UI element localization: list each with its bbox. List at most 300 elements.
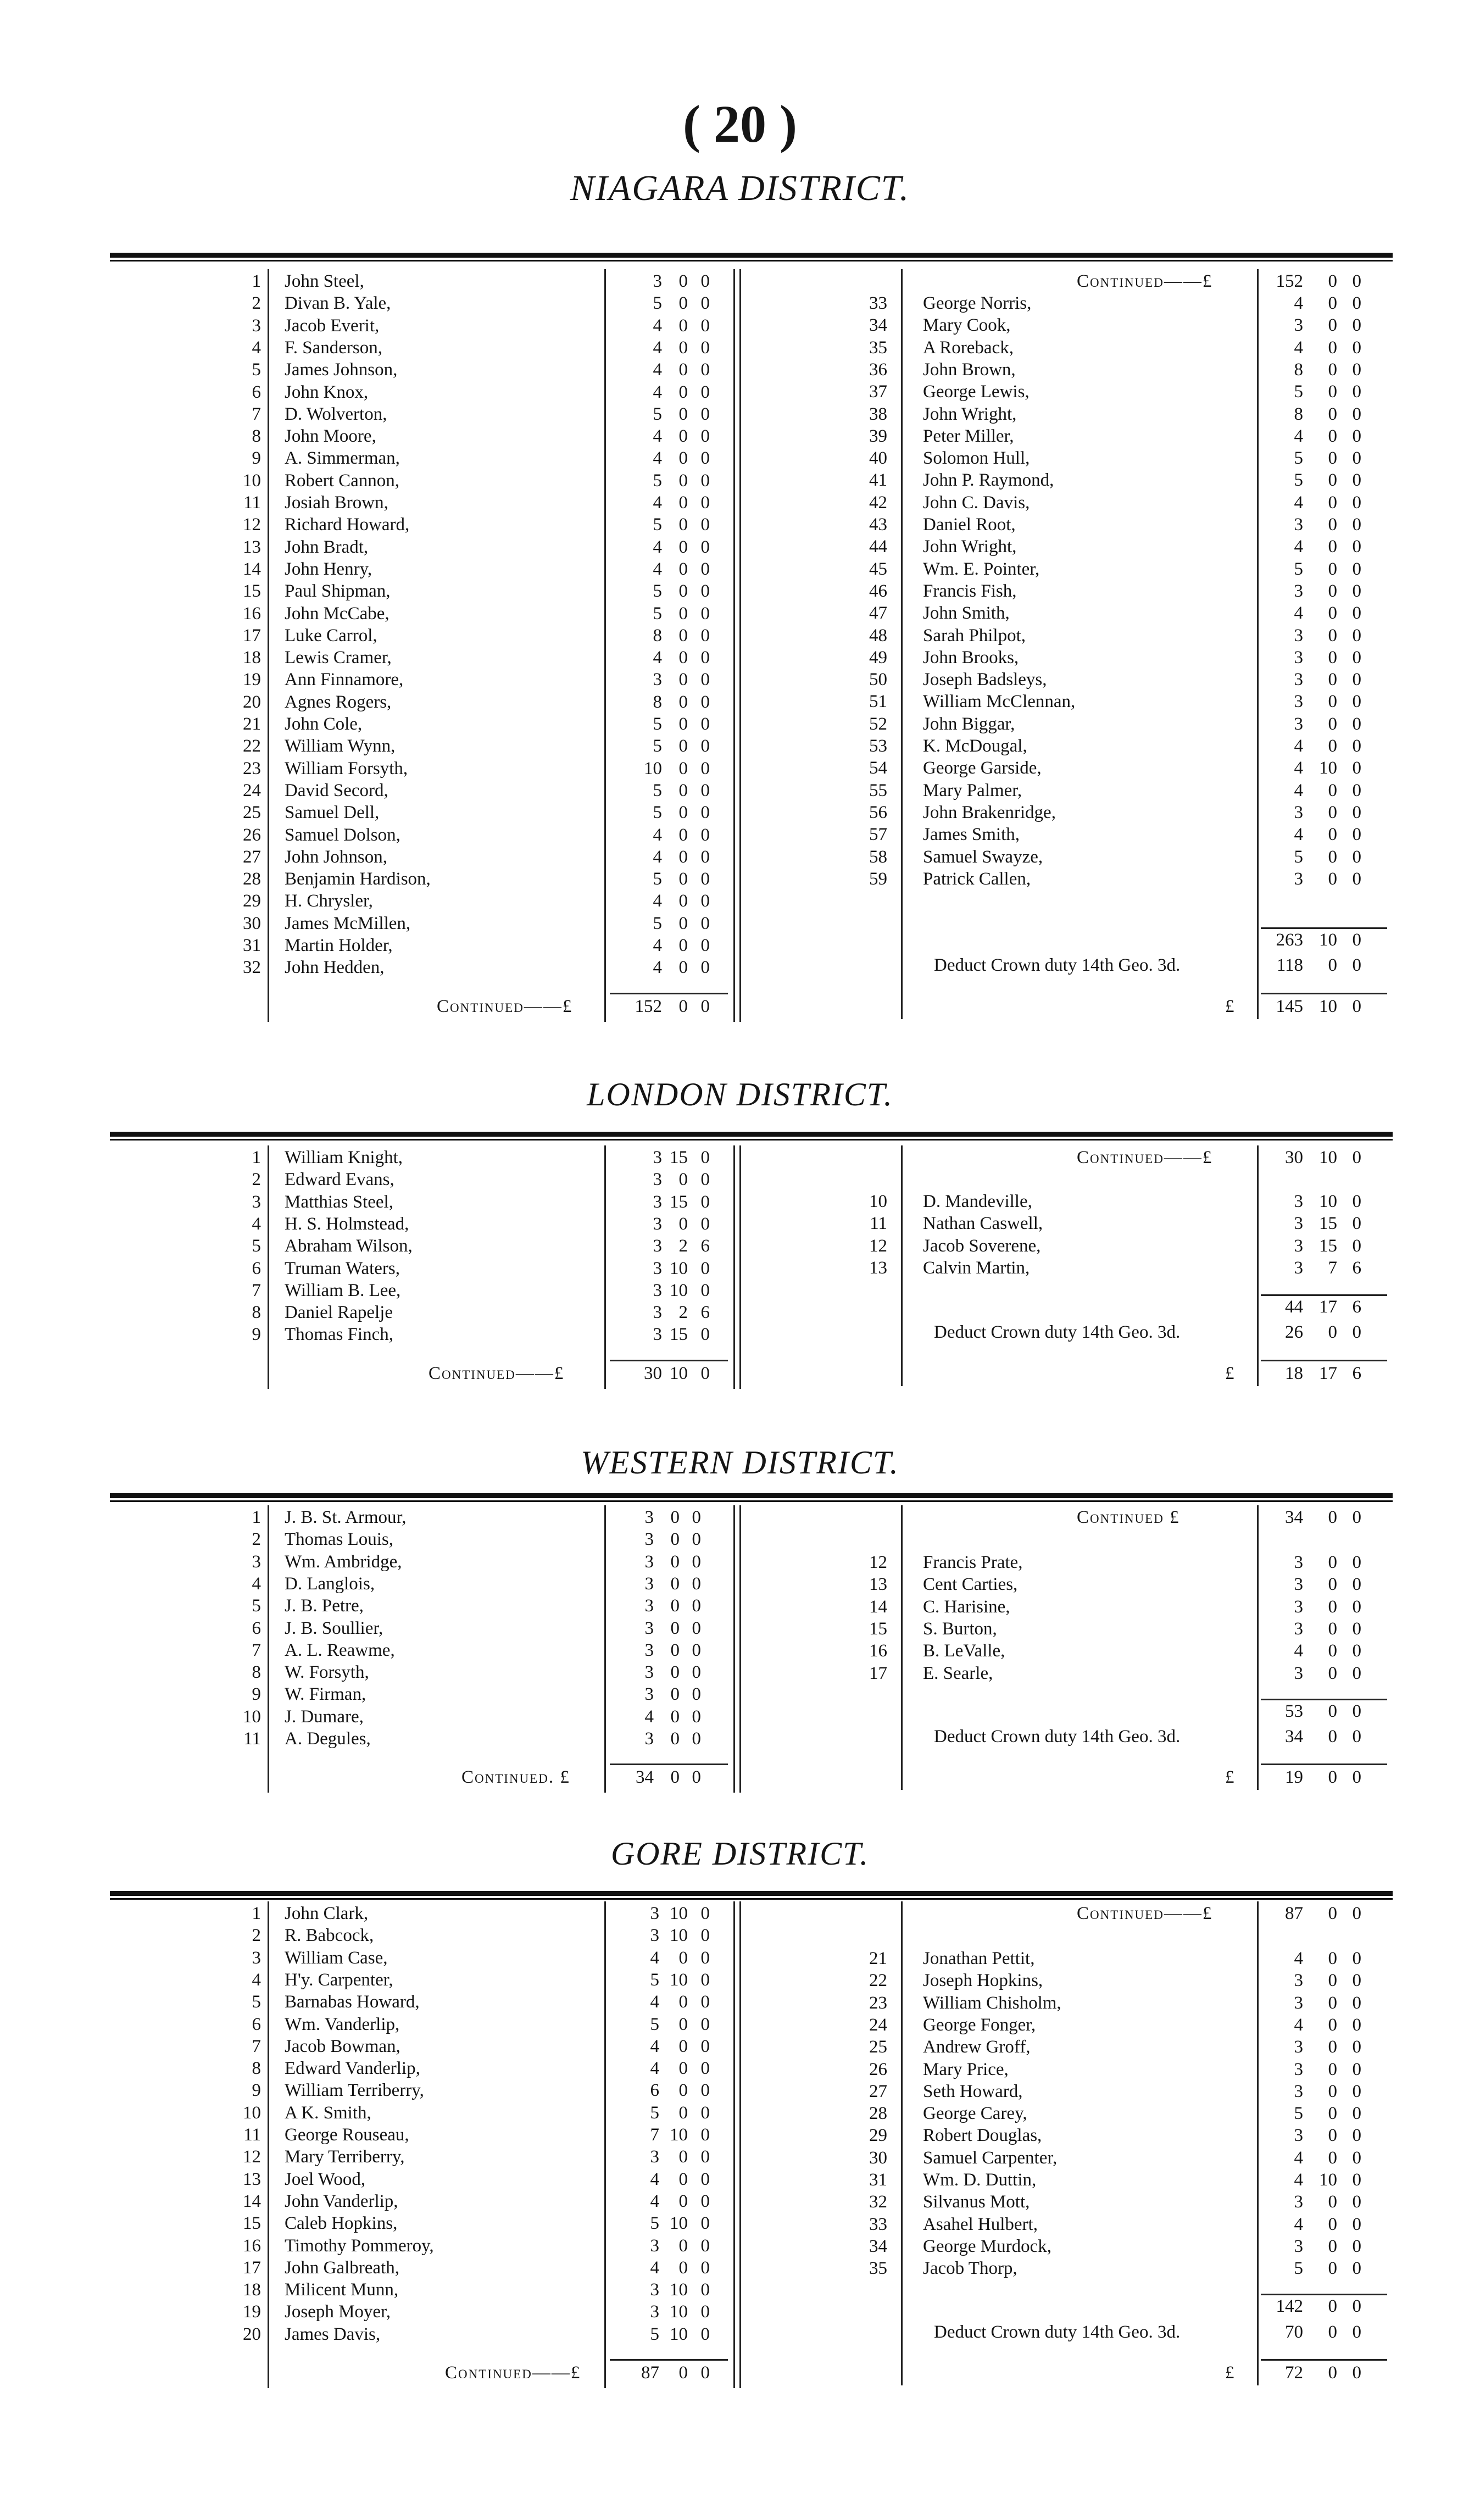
entry-name: John Hedden, (285, 958, 385, 978)
entry-pounds: 3 (1294, 581, 1303, 601)
entry-number: 29 (869, 2126, 887, 2146)
entry-name: George Fonger, (923, 2015, 1036, 2035)
entry-pounds: 3 (1294, 625, 1303, 646)
entry-pence: 0 (700, 1280, 710, 1300)
entry-pounds: 3 (653, 1280, 662, 1300)
entry-name: Barnabas Howard, (285, 1992, 420, 2012)
entry-shillings: 0 (1328, 2037, 1337, 2057)
entry-pence: 0 (692, 1662, 701, 1683)
entry-pence: 0 (700, 1948, 710, 1968)
entry-pounds: 7 (650, 2125, 659, 2145)
entry-shillings: 0 (678, 2191, 688, 2211)
entry-pounds: 4 (1294, 603, 1303, 624)
entry-number: 34 (869, 2236, 887, 2256)
entry-pounds: 6 (650, 2080, 659, 2101)
entry-number: 59 (869, 869, 887, 889)
entry-number: 35 (869, 337, 887, 358)
left-total-value: 152 (635, 996, 662, 1016)
entry-name: Jacob Bowman, (285, 2036, 400, 2056)
entry-pence: 0 (700, 1192, 710, 1212)
entry-pence: 0 (1352, 1618, 1361, 1639)
left-amount-rule (604, 1901, 606, 2388)
entry-shillings: 0 (1328, 1641, 1337, 1661)
entry-name: Agnes Rogers, (285, 692, 392, 712)
entry-pence: 0 (700, 736, 710, 756)
entry-number: 3 (252, 315, 261, 336)
entry-pounds: 4 (653, 648, 662, 668)
entry-shillings: 0 (678, 758, 688, 778)
entry-number: 5 (252, 1992, 261, 2012)
entry-pence: 0 (700, 2059, 710, 2079)
entry-number: 2 (252, 293, 261, 314)
entry-pence: 0 (700, 404, 710, 424)
entry-name: Seth Howard, (923, 2081, 1023, 2101)
entry-number: 43 (869, 515, 887, 535)
left-total-label: Continued——£ (437, 996, 573, 1016)
entry-pence: 0 (700, 360, 710, 380)
entry-number: 35 (869, 2258, 887, 2279)
left-total-value: 0 (700, 1363, 710, 1383)
final-pound-sign: £ (1225, 1767, 1234, 1788)
entry-pence: 0 (692, 1596, 701, 1616)
entry-pence: 0 (700, 315, 710, 336)
right-continued-shillings: 10 (1319, 1148, 1337, 1167)
entry-pence: 0 (700, 2257, 710, 2278)
entry-name: John Knox, (285, 382, 369, 402)
entry-number: 26 (243, 825, 261, 845)
entry-pounds: 3 (644, 1596, 654, 1616)
entry-pence: 0 (1352, 647, 1361, 667)
entry-shillings: 0 (678, 315, 688, 336)
entry-pounds: 3 (1294, 515, 1303, 535)
entry-number: 33 (869, 2214, 887, 2234)
entry-pence: 0 (1352, 2148, 1361, 2168)
entry-pence: 0 (700, 670, 710, 690)
right-amount-rule (1257, 1901, 1259, 2385)
entry-name: Abraham Wilson, (285, 1236, 413, 1256)
entry-pence: 0 (700, 758, 710, 778)
entry-pounds: 3 (1294, 1575, 1303, 1595)
entry-shillings: 10 (670, 1258, 688, 1278)
entry-shillings: 0 (1328, 1663, 1337, 1683)
right-number-rule (901, 269, 903, 1019)
entry-number: 19 (243, 670, 261, 690)
entry-pounds: 3 (1294, 1236, 1303, 1256)
final-pence: 0 (1352, 1767, 1361, 1788)
entry-pounds: 5 (653, 869, 662, 889)
entry-pounds: 5 (650, 2102, 659, 2123)
entry-name: Mary Terriberry, (285, 2147, 405, 2167)
final-pounds: 72 (1285, 2363, 1303, 2383)
entry-number: 15 (243, 581, 261, 602)
entry-number: 2 (252, 1170, 261, 1190)
entry-name: John Brakenridge, (923, 802, 1056, 822)
entry-pounds: 3 (653, 670, 662, 690)
entry-pounds: 3 (644, 1684, 654, 1705)
right-continued-pence: 0 (1352, 1148, 1361, 1167)
left-column-divider (733, 269, 741, 1022)
right-number-rule (901, 1901, 903, 2385)
entry-name: William B. Lee, (285, 1280, 401, 1300)
entry-number: 51 (869, 692, 887, 712)
entry-number: 55 (869, 780, 887, 800)
entry-pence: 0 (1352, 2104, 1361, 2124)
entry-pounds: 4 (1294, 492, 1303, 513)
entry-shillings: 10 (670, 2280, 688, 2300)
left-total-rule (610, 2359, 728, 2361)
entry-pence: 0 (700, 692, 710, 712)
entry-pounds: 3 (653, 1192, 662, 1212)
entry-pence: 0 (1352, 492, 1361, 513)
entry-pence: 0 (700, 382, 710, 402)
entry-number: 29 (243, 891, 261, 911)
entry-pence: 0 (692, 1529, 701, 1550)
entry-number: 7 (252, 404, 261, 424)
entry-shillings: 0 (1328, 603, 1337, 624)
entry-name: Mary Palmer, (923, 780, 1022, 800)
left-amount-rule (604, 1145, 606, 1389)
entry-number: 15 (869, 1618, 887, 1639)
entry-pounds: 5 (653, 404, 662, 424)
entry-pence: 0 (1352, 315, 1361, 336)
entry-number: 8 (252, 2059, 261, 2079)
entry-name: William Wynn, (285, 736, 396, 756)
deduct-pounds: 34 (1285, 1727, 1303, 1746)
entry-number: 28 (869, 2104, 887, 2124)
deduct-pence: 0 (1352, 1727, 1361, 1746)
entry-name: Mary Cook, (923, 315, 1011, 336)
entry-pounds: 8 (1294, 404, 1303, 424)
entry-shillings: 0 (1328, 293, 1337, 313)
entry-name: John Brown, (923, 359, 1016, 380)
left-total-value: 0 (670, 1767, 680, 1788)
entry-pence: 0 (700, 714, 710, 734)
entry-pounds: 4 (1294, 2015, 1303, 2035)
entry-pence: 0 (700, 1170, 710, 1190)
entry-shillings: 0 (678, 1992, 688, 2012)
entry-shillings: 0 (678, 559, 688, 579)
entry-shillings: 0 (670, 1596, 680, 1616)
entry-pounds: 5 (653, 470, 662, 491)
entry-number: 45 (869, 559, 887, 579)
entry-pounds: 4 (1294, 2214, 1303, 2234)
entry-pence: 0 (1352, 2258, 1361, 2279)
entry-pounds: 3 (653, 271, 662, 291)
entry-pounds: 3 (644, 1729, 654, 1749)
entry-name: Matthias Steel, (285, 1192, 393, 1212)
left-total-label: Continued. £ (461, 1767, 570, 1788)
entry-pounds: 5 (653, 603, 662, 624)
entry-pence: 0 (1352, 869, 1361, 889)
deduct-label: Deduct Crown duty 14th Geo. 3d. (934, 1322, 1181, 1343)
section-rule-thick (110, 1891, 1393, 1896)
final-pounds: 19 (1285, 1767, 1303, 1788)
entry-pounds: 4 (653, 847, 662, 867)
final-pence: 0 (1352, 996, 1361, 1016)
entry-number: 3 (252, 1948, 261, 1968)
entry-pence: 0 (700, 581, 710, 602)
entry-pounds: 3 (653, 1303, 662, 1323)
entry-shillings: 0 (678, 958, 688, 978)
entry-number: 7 (252, 1280, 261, 1300)
entry-name: Samuel Dell, (285, 803, 380, 823)
entry-shillings: 0 (678, 537, 688, 557)
entry-number: 14 (243, 559, 261, 579)
entry-name: S. Burton, (923, 1618, 997, 1639)
entry-pounds: 8 (1294, 359, 1303, 380)
entry-shillings: 0 (670, 1640, 680, 1660)
entry-name: George Garside, (923, 758, 1042, 778)
right-sum-pence: 0 (1352, 930, 1361, 950)
entry-name: John Cole, (285, 714, 363, 734)
entry-number: 53 (869, 736, 887, 756)
entry-shillings: 0 (678, 515, 688, 535)
entry-number: 6 (252, 2014, 261, 2034)
entry-shillings: 0 (1328, 2258, 1337, 2279)
entry-pence: 0 (700, 936, 710, 955)
right-continued-pounds: 30 (1285, 1148, 1303, 1167)
entry-pounds: 4 (653, 382, 662, 402)
entry-shillings: 0 (670, 1729, 680, 1749)
entry-shillings: 0 (670, 1529, 680, 1550)
entry-name: John Clark, (285, 1904, 369, 1923)
entry-shillings: 0 (678, 2059, 688, 2079)
entry-pounds: 5 (1294, 448, 1303, 469)
entry-shillings: 10 (670, 2125, 688, 2145)
entry-pounds: 3 (644, 1618, 654, 1638)
entry-number: 24 (869, 2015, 887, 2035)
entry-pence: 0 (1352, 2126, 1361, 2146)
entry-shillings: 0 (678, 470, 688, 491)
entry-pence: 0 (700, 470, 710, 491)
entry-pounds: 5 (653, 515, 662, 535)
entry-number: 37 (869, 382, 887, 402)
entry-pounds: 3 (1294, 1971, 1303, 1991)
entry-shillings: 0 (678, 1170, 688, 1190)
entry-number: 50 (869, 670, 887, 690)
entry-shillings: 0 (678, 603, 688, 624)
entry-shillings: 0 (1328, 2236, 1337, 2256)
entry-number: 23 (869, 1993, 887, 2013)
entry-pence: 0 (1352, 2236, 1361, 2256)
entry-pence: 0 (700, 2302, 710, 2322)
entry-shillings: 10 (670, 1926, 688, 1946)
entry-pence: 0 (700, 2125, 710, 2145)
right-sum-pence: 0 (1352, 1701, 1361, 1721)
entry-pounds: 4 (650, 2191, 659, 2211)
entry-pence: 0 (700, 625, 710, 646)
entry-number: 54 (869, 758, 887, 778)
entry-pence: 0 (700, 2235, 710, 2256)
left-total-label: Continued——£ (445, 2363, 581, 2383)
entry-shillings: 0 (1328, 736, 1337, 756)
entry-pounds: 5 (1294, 470, 1303, 491)
entry-pence: 0 (700, 1214, 710, 1234)
entry-pounds: 4 (1294, 758, 1303, 778)
entry-pounds: 4 (1294, 2170, 1303, 2190)
final-shillings: 0 (1328, 1767, 1337, 1788)
entry-pounds: 4 (650, 2059, 659, 2079)
entry-pounds: 3 (1294, 1663, 1303, 1683)
entry-shillings: 0 (1328, 581, 1337, 601)
entry-pence: 0 (692, 1573, 701, 1594)
right-sum-shillings: 17 (1319, 1297, 1337, 1317)
entry-pounds: 4 (653, 315, 662, 336)
entry-shillings: 0 (1328, 515, 1337, 535)
entry-name: H. Chrysler, (285, 891, 373, 911)
entry-number: 12 (243, 515, 261, 535)
entry-shillings: 7 (1328, 1258, 1337, 1278)
entry-pence: 0 (692, 1507, 701, 1527)
entry-shillings: 0 (678, 1948, 688, 1968)
entry-shillings: 0 (678, 847, 688, 867)
entry-number: 5 (252, 1596, 261, 1616)
entry-pounds: 3 (1294, 2192, 1303, 2212)
left-total-value: 34 (636, 1767, 654, 1788)
entry-number: 44 (869, 537, 887, 557)
entry-name: H. S. Holmstead, (285, 1214, 409, 1234)
entry-number: 56 (869, 802, 887, 822)
entry-name: Truman Waters, (285, 1258, 400, 1278)
entry-number: 4 (252, 337, 261, 358)
entry-number: 4 (252, 1970, 261, 1990)
entry-number: 4 (252, 1214, 261, 1234)
entry-number: 16 (243, 2235, 261, 2256)
entry-name: Robert Cannon, (285, 470, 399, 491)
entry-name: John Smith, (923, 603, 1010, 624)
entry-name: John Henry, (285, 559, 372, 579)
entry-pence: 0 (700, 2102, 710, 2123)
entry-number: 9 (252, 1684, 261, 1705)
entry-number: 9 (252, 1325, 261, 1345)
entry-pounds: 5 (653, 803, 662, 823)
right-amount-rule (1257, 269, 1259, 1019)
entry-shillings: 0 (670, 1684, 680, 1705)
entry-shillings: 10 (670, 1904, 688, 1923)
entry-pence: 0 (700, 2147, 710, 2167)
right-continued-label: Continued——£ (1077, 1148, 1213, 1167)
entry-number: 20 (243, 692, 261, 712)
entry-pence: 0 (700, 2080, 710, 2101)
district-title: LONDON DISTRICT. (587, 1076, 893, 1112)
right-sum-pence: 6 (1352, 1297, 1361, 1317)
entry-pence: 0 (700, 2014, 710, 2034)
entry-shillings: 2 (678, 1236, 688, 1256)
entry-name: Luke Carrol, (285, 625, 377, 646)
right-sum-pounds: 142 (1276, 2296, 1303, 2317)
entry-number: 8 (252, 1662, 261, 1683)
entry-pence: 0 (1352, 736, 1361, 756)
entry-shillings: 15 (1319, 1236, 1337, 1256)
entry-shillings: 0 (1328, 2214, 1337, 2234)
entry-name: George Rouseau, (285, 2125, 409, 2145)
entry-pounds: 5 (650, 2213, 659, 2234)
entry-pounds: 4 (650, 2257, 659, 2278)
entry-name: Timothy Pommeroy, (285, 2235, 434, 2256)
entry-pence: 0 (692, 1729, 701, 1749)
section-rule-thick (110, 1132, 1393, 1137)
entry-pounds: 3 (650, 1926, 659, 1946)
entry-number: 39 (869, 426, 887, 446)
entry-pence: 0 (700, 2213, 710, 2234)
entry-name: D. Langlois, (285, 1573, 375, 1594)
entry-number: 30 (869, 2148, 887, 2168)
entry-shillings: 0 (678, 2036, 688, 2056)
entry-name: Richard Howard, (285, 515, 410, 535)
right-continued-pounds: 87 (1285, 1904, 1303, 1923)
entry-shillings: 0 (678, 448, 688, 469)
entry-pence: 0 (1352, 559, 1361, 579)
entry-pence: 0 (1352, 470, 1361, 491)
district-title: GORE DISTRICT. (610, 1835, 870, 1872)
entry-pence: 0 (700, 869, 710, 889)
entry-pence: 0 (700, 1148, 710, 1167)
entry-pence: 0 (692, 1551, 701, 1572)
entry-shillings: 0 (678, 404, 688, 424)
entry-name: Jacob Thorp, (923, 2258, 1017, 2279)
entry-pence: 0 (1352, 1192, 1361, 1211)
entry-name: Asahel Hulbert, (923, 2214, 1038, 2234)
entry-pounds: 4 (653, 337, 662, 358)
entry-name: Nathan Caswell, (923, 1214, 1043, 1234)
entry-number: 57 (869, 825, 887, 845)
entry-shillings: 10 (670, 1970, 688, 1990)
entry-pence: 0 (700, 1904, 710, 1923)
right-amount-rule (1257, 1145, 1259, 1386)
entry-number: 11 (243, 2125, 261, 2145)
entry-name: Cent Carties, (923, 1575, 1018, 1595)
entry-pence: 0 (1352, 515, 1361, 535)
entry-number: 22 (869, 1971, 887, 1991)
entry-name: Benjamin Hardison, (285, 869, 431, 889)
right-continued-label: Continued——£ (1077, 271, 1213, 291)
entry-pounds: 4 (653, 559, 662, 579)
entry-pence: 0 (1352, 359, 1361, 380)
entry-name: Wm. E. Pointer, (923, 559, 1040, 579)
entry-pounds: 4 (653, 891, 662, 911)
entry-name: E. Searle, (923, 1663, 993, 1683)
entry-pounds: 4 (653, 936, 662, 955)
right-continued-shillings: 0 (1328, 1904, 1337, 1923)
entry-shillings: 0 (1328, 802, 1337, 822)
entry-pounds: 3 (644, 1662, 654, 1683)
entry-name: H'y. Carpenter, (285, 1970, 393, 1990)
right-continued-label: Continued £ (1077, 1507, 1180, 1527)
entry-shillings: 0 (1328, 692, 1337, 712)
entry-name: D. Wolverton, (285, 404, 387, 424)
entry-pence: 0 (1352, 847, 1361, 867)
entry-number: 24 (243, 780, 261, 800)
entry-pence: 0 (1352, 1993, 1361, 2013)
entry-pence: 0 (1352, 426, 1361, 446)
entry-pence: 0 (1352, 2037, 1361, 2057)
entry-number: 14 (243, 2191, 261, 2211)
right-sum-shillings: 0 (1328, 1701, 1337, 1721)
entry-pounds: 5 (653, 293, 662, 314)
entry-name: Milicent Munn, (285, 2280, 399, 2300)
entry-name: Ann Finnamore, (285, 670, 404, 690)
left-total-value: 30 (644, 1363, 662, 1383)
entry-name: R. Babcock, (285, 1926, 374, 1946)
entry-name: Robert Douglas, (923, 2126, 1042, 2146)
entry-number: 11 (243, 493, 261, 513)
entry-number: 15 (243, 2213, 261, 2234)
entry-shillings: 10 (670, 2324, 688, 2344)
entry-shillings: 0 (1328, 537, 1337, 557)
deduct-pounds: 118 (1276, 955, 1303, 976)
entry-number: 3 (252, 1551, 261, 1572)
section-rule-thin (110, 1898, 1393, 1900)
